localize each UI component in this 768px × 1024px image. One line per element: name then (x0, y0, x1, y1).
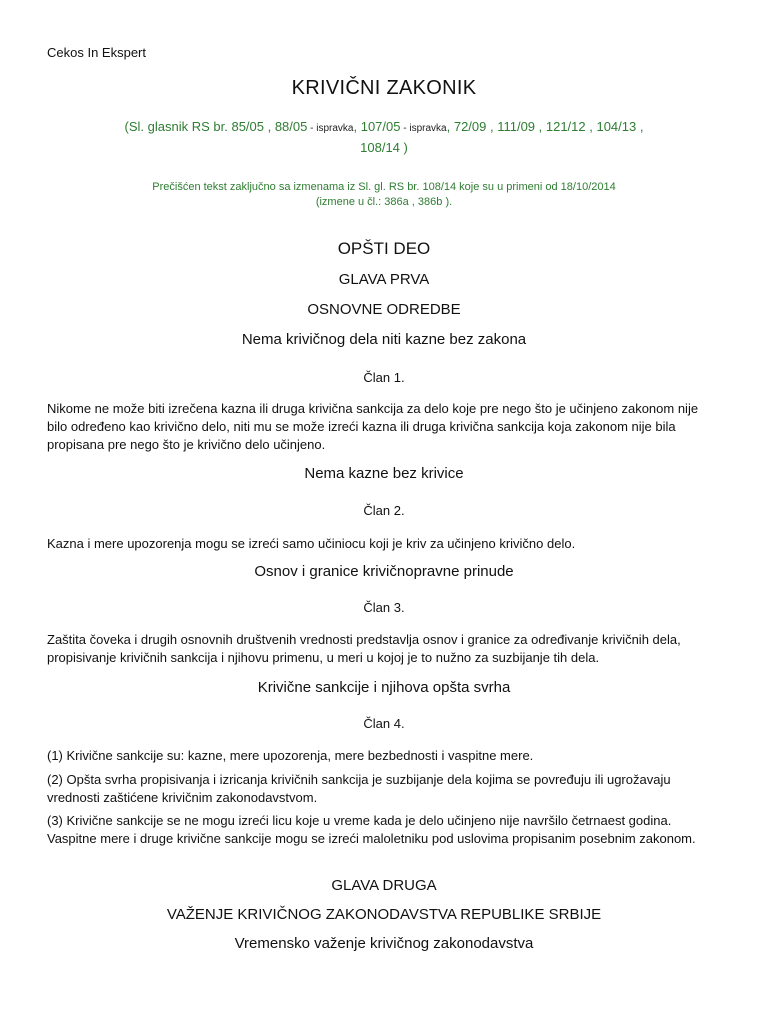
document-title: KRIVIČNI ZAKONIK (291, 77, 477, 99)
article-4-label: Član 4. (363, 716, 405, 731)
article-4-paragraph-2: (2) Opšta svrha propisivanja i izricanja krivičnih sankcija je suzbijanje dela kojima se povređuju ili ugrožavaju vrednosti zaštićene krivičnim zakonodavstvom. (47, 772, 671, 805)
gazette-correction-note-2: - ispravka (400, 123, 447, 134)
article-2-text: Kazna i mere upozorenja mogu se izreći samo učiniocu koji je kriv za učinjeno krivično delo. (47, 536, 576, 551)
article-3-heading: Osnov i granice krivičnopravne prinude (254, 563, 514, 580)
article-1-heading: Nema krivičnog dela niti kazne bez zakona (241, 331, 527, 348)
gazette-open: (Sl. glasnik RS br. 85/05 , 88/05 (124, 119, 308, 134)
consolidated-text-note (0, 180, 768, 210)
article-4-paragraph-3: (3) Krivične sankcije se ne mogu izreći licu koje u vreme kada je delo učinjeno nije navršilo četrnaest godina. Vaspitne mere i druge krivične sankcije mogu se izreći maloletniku pod uslovima propisanim posebnim zakonom. (47, 813, 696, 846)
consolidated-line-1: Prečišćen tekst zaključno sa izmenama iz Sl. gl. RS br. 108/14 koje su u primeni od 18/10/2014 (152, 181, 616, 193)
consolidated-line-2: (izmene u čl.: 386a , 386b ). (315, 196, 453, 208)
article-3-text: Zaštita čoveka i drugih osnovnih društvenih vrednosti predstavlja osnov i granice za određivanje krivičnih dela, propisivanje krivičnih sankcija i njihovu primenu, u meri u kojoj je to nužno za suzbijanje tih dela. (47, 632, 681, 665)
gazette-mid: , 107/05 (353, 119, 401, 134)
part-heading: OPŠTI DEO (337, 239, 431, 258)
gazette-rest: , 72/09 , 111/09 , 121/12 , 104/13 , (446, 119, 644, 134)
chapter-2-title: VAŽENJE KRIVIČNOG ZAKONODAVSTVA REPUBLIKE SRBIJE (166, 906, 602, 923)
temporal-validity-heading: Vremensko važenje krivičnog zakonodavstva (234, 935, 534, 952)
chapter-2-heading: GLAVA DRUGA (331, 877, 437, 894)
article-1-text: Nikome ne može biti izrečena kazna ili druga krivična sankcija za delo koje pre nego što je učinjeno zakonom nije bilo određeno kao krivično delo, niti mu se može izreći kazna ili druga krivična sankcija koja zakonom nije bila propisana pre nego što je krivično delo učinjeno. (47, 401, 699, 452)
article-4-heading: Krivične sankcije i njihova opšta svrha (257, 679, 511, 696)
publisher-label: Cekos In Ekspert (47, 45, 146, 60)
article-2-label: Član 2. (363, 503, 405, 518)
gazette-reference (95, 117, 673, 157)
article-2-heading: Nema kazne bez krivice (304, 465, 464, 482)
article-4-paragraph-1: (1) Krivične sankcije su: kazne, mere upozorenja, mere bezbednosti i vaspitne mere. (47, 748, 534, 763)
gazette-line-2: 108/14 ) (360, 140, 408, 155)
article-3-label: Član 3. (363, 600, 405, 615)
article-1-label: Član 1. (363, 370, 405, 385)
chapter-1-heading: GLAVA PRVA (338, 271, 430, 288)
chapter-1-title: OSNOVNE ODREDBE (307, 301, 461, 318)
gazette-correction-note-1: - ispravka (307, 123, 354, 134)
